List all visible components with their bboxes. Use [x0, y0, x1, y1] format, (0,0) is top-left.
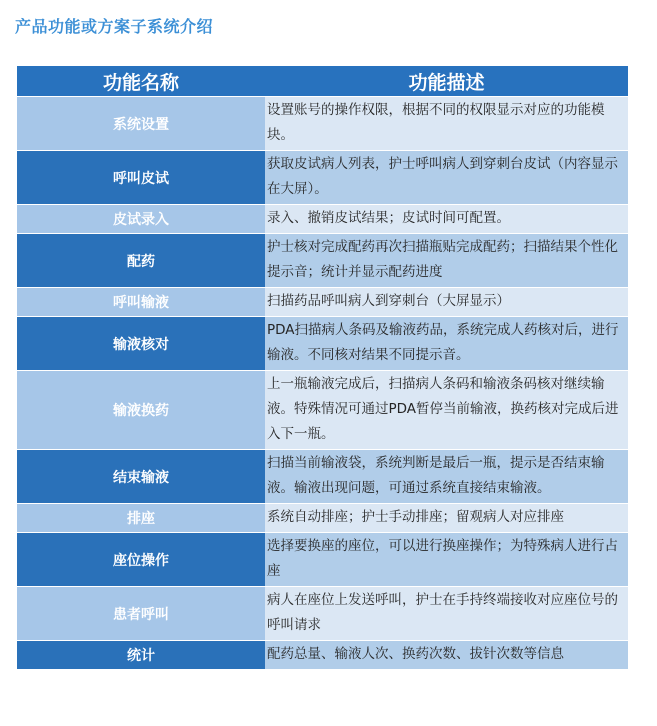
feature-table	[17, 66, 628, 670]
table-row	[17, 288, 628, 317]
feature-description: 扫描当前输液袋，系统判断是最后一瓶，提示是否结束输液。输液出现问题，可通过系统直接结束输液。	[265, 450, 628, 504]
table-row	[17, 504, 628, 533]
feature-description: 获取皮试病人列表，护士呼叫病人到穿刺台皮试（内容显示在大屏）。	[265, 151, 628, 205]
feature-name: 系统设置	[17, 97, 265, 151]
feature-description: 扫描药品呼叫病人到穿刺台（大屏显示）	[265, 288, 628, 317]
feature-description: 上一瓶输液完成后，扫描病人条码和输液条码核对继续输液。特殊情况可通过PDA暂停当前输液，换药核对完成后进入下一瓶。	[265, 371, 628, 450]
feature-name: 结束输液	[17, 450, 265, 504]
header-feature-name: 功能名称	[17, 66, 265, 97]
feature-description: 配药总量、输液人次、换药次数、拔针次数等信息	[265, 641, 628, 670]
feature-description: 病人在座位上发送呼叫，护士在手持终端接收对应座位号的呼叫请求	[265, 587, 628, 641]
table-row	[17, 151, 628, 205]
feature-name: 皮试录入	[17, 205, 265, 234]
feature-description: 护士核对完成配药再次扫描瓶贴完成配药；扫描结果个性化提示音；统计并显示配药进度	[265, 234, 628, 288]
feature-name: 输液换药	[17, 371, 265, 450]
feature-name: 输液核对	[17, 317, 265, 371]
page-title: 产品功能或方案子系统介绍	[15, 17, 214, 36]
table-row	[17, 234, 628, 288]
table-row	[17, 371, 628, 450]
table-row	[17, 533, 628, 587]
feature-name: 座位操作	[17, 533, 265, 587]
feature-name: 统计	[17, 641, 265, 670]
feature-description: PDA扫描病人条码及输液药品，系统完成人药核对后，进行输液。不同核对结果不同提示音。	[265, 317, 628, 371]
table-row	[17, 587, 628, 641]
feature-description: 选择要换座的座位，可以进行换座操作；为特殊病人进行占座	[265, 533, 628, 587]
table-row	[17, 317, 628, 371]
feature-name: 排座	[17, 504, 265, 533]
table-row	[17, 641, 628, 670]
table-row	[17, 97, 628, 151]
feature-name: 呼叫皮试	[17, 151, 265, 205]
feature-description: 设置账号的操作权限，根据不同的权限显示对应的功能模块。	[265, 97, 628, 151]
feature-name: 患者呼叫	[17, 587, 265, 641]
feature-name: 呼叫输液	[17, 288, 265, 317]
feature-name: 配药	[17, 234, 265, 288]
feature-description: 录入、撤销皮试结果；皮试时间可配置。	[265, 205, 628, 234]
table-row	[17, 205, 628, 234]
header-feature-description: 功能描述	[265, 66, 628, 97]
table-row	[17, 450, 628, 504]
table-header-row	[17, 66, 628, 97]
feature-description: 系统自动排座；护士手动排座；留观病人对应排座	[265, 504, 628, 533]
